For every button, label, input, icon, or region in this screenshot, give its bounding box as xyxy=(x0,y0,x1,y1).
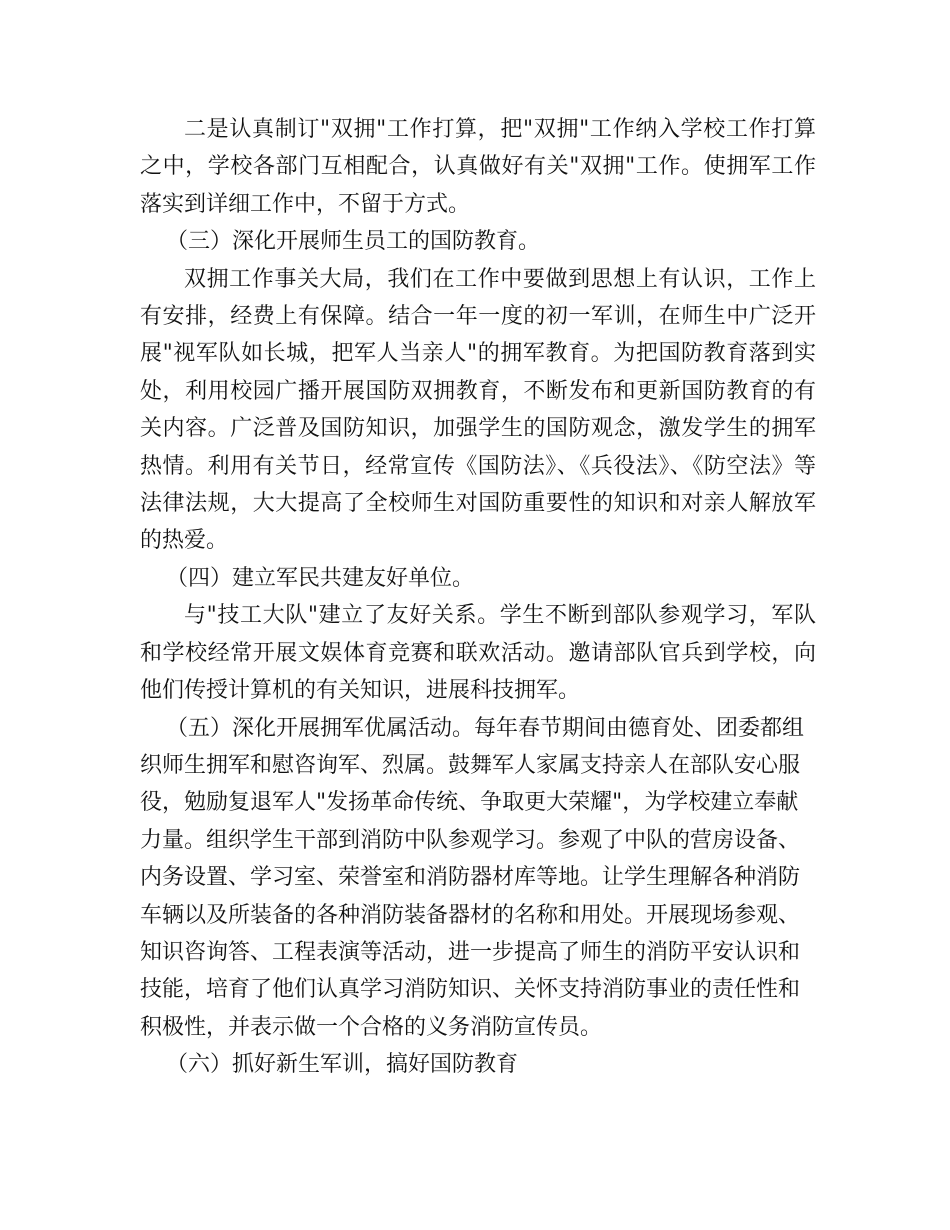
section-heading-3: （三）深化开展师生员工的国防教育。 xyxy=(166,229,541,255)
document-body xyxy=(140,111,816,1084)
section-heading-4: （四）建立军民共建友好单位。 xyxy=(166,565,475,591)
paragraph-friendly-relations: 与"技工大队"建立了友好关系。学生不断到部队参观学习，军队和学校经常开展文娱体育竞赛和联欢活动。邀请部队官兵到学校，向他们传授计算机的有关知识，进展科技拥军。 xyxy=(140,603,816,704)
section-heading-6: （六）抓好新生军训，搞好国防教育 xyxy=(166,1052,519,1078)
section-heading-5: （五）深化开展拥军优属活动。每年春节期间由德育处、团委都组织师生拥军和慰咨询军、烈属。鼓舞军人家属支持亲人在部队安心服役，勉励复退军人"发扬革命传统、争取更大荣耀"，为学校建立奉献力量。组织学生干部到消防中队参观学习。参观了中队的营房设备、内务设置、学习室、荣誉室和消防器材库等地。让学生理解各种消防车辆以及所装备的各种消防装备器材的名称和用处。开展现场参观、知识咨询答、工程表演等活动，进一步提高了师生的消防平安认识和技能，培育了他们认真学习消防知识、关怀支持消防事业的责任性和积极性，并表示做一个合格的义务消防宣传员。 xyxy=(140,715,805,1040)
paragraph-shuangyong-plan: 二是认真制订"双拥"工作打算，把"双拥"工作纳入学校工作打算之中，学校各部门互相配合，认真做好有关"双拥"工作。使拥军工作落实到详细工作中，不留于方式。 xyxy=(140,117,816,217)
paragraph-national-defense-education: 双拥工作事关大局，我们在工作中要做到思想上有认识，工作上有安排，经费上有保障。结合一年一度的初一军训，在师生中广泛开展"视军队如长城，把军人当亲人"的拥军教育。为把国防教育落到实处，利用校园广播开展国防双拥教育，不断发布和更新国防教育的有关内容。广泛普及国防知识，加强学生的国防观念，激发学生的拥军热情。利用有关节日，经常宣传《国防法》、《兵役法》、《防空法》等法律法规，大大提高了全校师生对国防重要性的知识和对亲人解放军的热爱。 xyxy=(140,266,816,554)
